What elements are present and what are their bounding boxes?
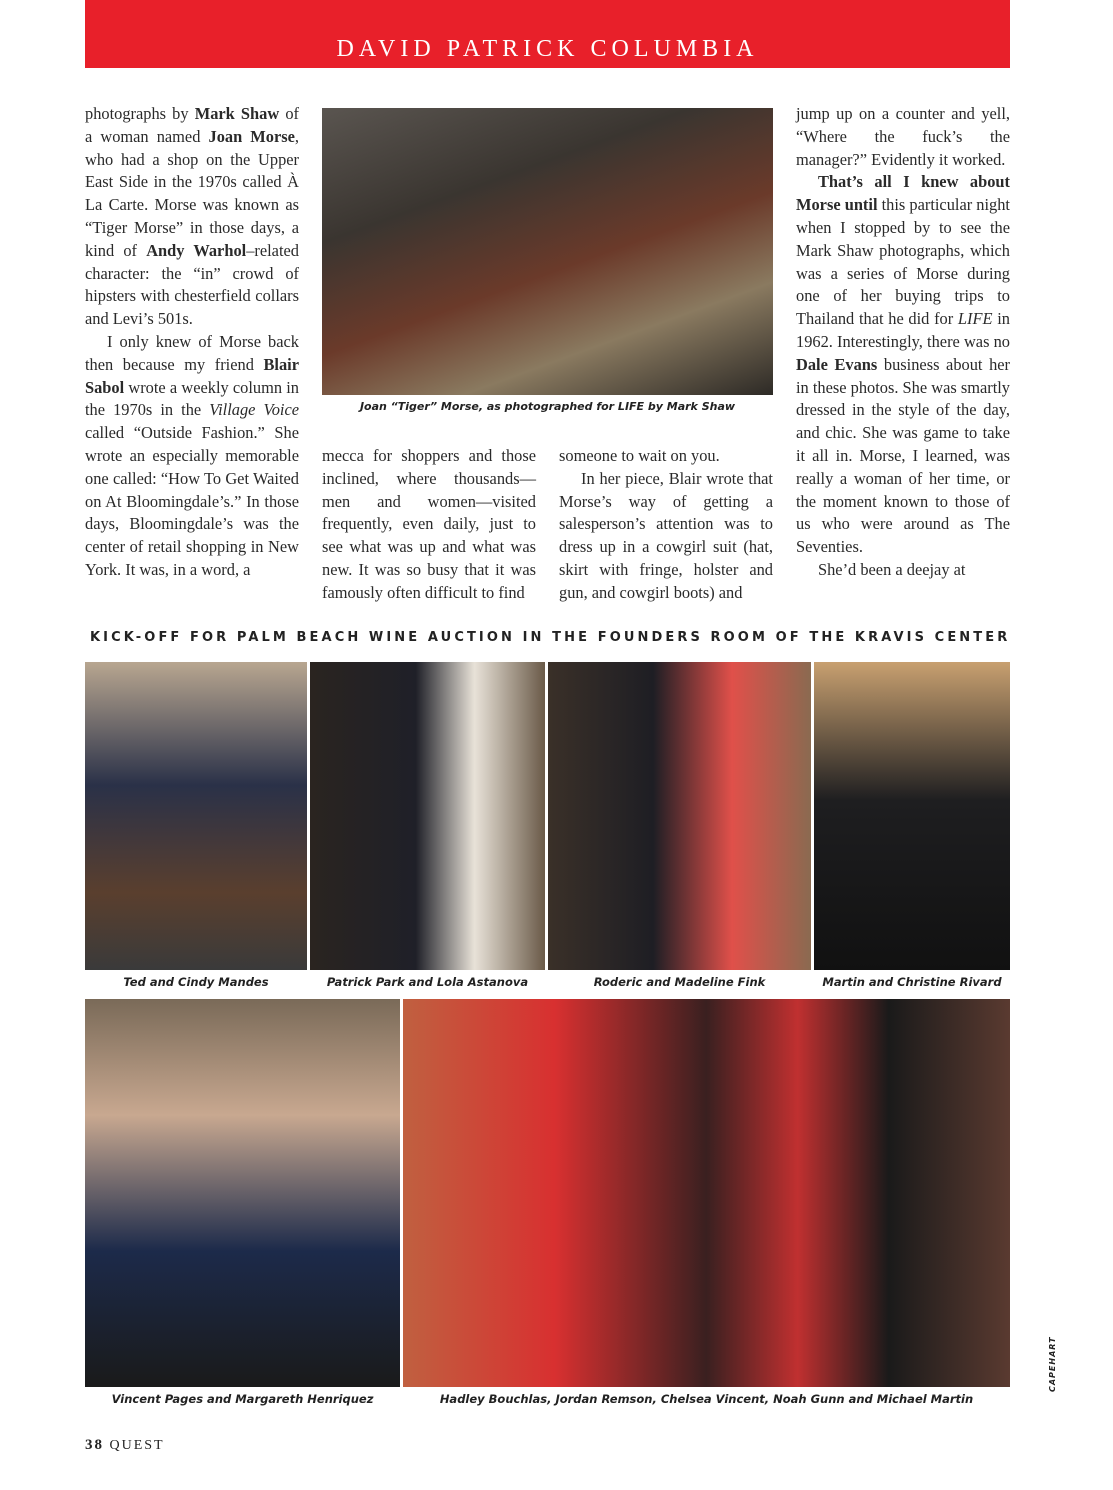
page-number: 38 bbox=[85, 1437, 104, 1453]
text-run: That’s all I knew about Morse until bbox=[796, 172, 1010, 215]
paragraph bbox=[559, 445, 773, 468]
text-run: someone to wait on you. bbox=[559, 446, 720, 465]
author-title: DAVID PATRICK COLUMBIA bbox=[336, 36, 759, 62]
text-run: this particular night when I stopped by to see the Mark Shaw photographs, which was a series of Morse during one of her buying trips to Thailand that he did for bbox=[796, 195, 1010, 329]
event-photo-4-caption: Martin and Christine Rivard bbox=[822, 975, 1002, 989]
text-run: Dale Evans bbox=[796, 354, 878, 374]
event-photo-5-caption: Vincent Pages and Margareth Henriquez bbox=[111, 1392, 374, 1406]
text-run: –related character: the “in” crowd of hipsters with chesterfield collars and Levi’s 501s. bbox=[85, 240, 299, 329]
event-photo-6 bbox=[403, 999, 1010, 1387]
paragraph bbox=[85, 331, 299, 582]
text-run: Mark Shaw bbox=[194, 104, 280, 123]
text-run: wrote a weekly column in the 1970s in the bbox=[85, 377, 299, 420]
article-column-2 bbox=[322, 445, 536, 605]
event-photo-1-caption: Ted and Cindy Mandes bbox=[123, 975, 269, 989]
text-run: of a woman named bbox=[85, 104, 299, 146]
lead-photo-caption: Joan “Tiger” Morse, as photographed for LIFE by Mark Shaw bbox=[359, 400, 736, 413]
text-run: I only knew of Morse back then because my friend bbox=[85, 331, 299, 374]
text-run: photographs by bbox=[85, 104, 195, 123]
paragraph bbox=[796, 559, 1010, 582]
text-run: jump up on a counter and yell, “Where the fuck’s the manager?” Evidently it worked. bbox=[796, 104, 1010, 169]
magazine-name: QUEST bbox=[109, 1438, 165, 1453]
paragraph bbox=[796, 103, 1010, 171]
event-photo-6-caption: Hadley Bouchlas, Jordan Remson, Chelsea Vincent, Noah Gunn and Michael Martin bbox=[439, 1392, 974, 1406]
text-run: in 1962. Interestingly, there was no bbox=[796, 309, 1010, 351]
text-run: Blair Sabol bbox=[85, 354, 299, 397]
text-run: Andy Warhol bbox=[146, 240, 247, 260]
paragraph bbox=[322, 445, 536, 605]
text-run: mecca for shoppers and those inclined, where thousands—men and women—visited frequently, even daily, just to see what was up and what was new. It was so busy that it was famously often difficult to find bbox=[322, 446, 536, 602]
text-run: , who had a shop on the Upper East Side in the 1970s called À La Carte. Morse was known as “Tiger Morse” in those days, a kind of bbox=[85, 126, 299, 260]
folio bbox=[85, 1437, 165, 1454]
event-photo-1 bbox=[85, 662, 307, 970]
event-photo-2-caption: Patrick Park and Lola Astanova bbox=[326, 975, 529, 989]
text-run: She’d been a deejay at bbox=[818, 559, 966, 579]
photo-credit: CAPEHART bbox=[1048, 1336, 1057, 1392]
article-column-3 bbox=[559, 445, 773, 605]
text-run: Joan Morse bbox=[208, 126, 295, 146]
paragraph bbox=[559, 468, 773, 605]
header-banner bbox=[85, 0, 1010, 68]
event-photo-5 bbox=[85, 999, 400, 1387]
event-photo-4 bbox=[814, 662, 1010, 970]
text-run: In her piece, Blair wrote that Morse’s way of getting a salesperson’s attention was to dress up in a cowgirl suit (hat, skirt with fringe, holster and gun, and cowgirl boots) and bbox=[559, 468, 773, 602]
section-headline: KICK-OFF FOR PALM BEACH WINE AUCTION IN THE FOUNDERS ROOM OF THE KRAVIS CENTER bbox=[90, 630, 1011, 645]
text-run: LIFE bbox=[957, 309, 993, 329]
paragraph bbox=[796, 171, 1010, 559]
text-run: business about her in these photos. She was smartly dressed in the style of the day, and chic. She was game to take it all in. Morse, I learned, was really a woman of her time, or the moment known to those of us who were around as The Seventies. bbox=[796, 354, 1011, 557]
article-column-1 bbox=[85, 103, 299, 582]
paragraph bbox=[85, 103, 299, 331]
lead-photo bbox=[322, 108, 773, 395]
text-run: called “Outside Fashion.” She wrote an especially memorable one called: “How To Get Waited on At Bloomingdale’s.” In those days, Bloomingdale’s was the center of retail shopping in New York. It was, in a word, a bbox=[85, 423, 299, 579]
event-photo-2 bbox=[310, 662, 545, 970]
event-photo-3 bbox=[548, 662, 811, 970]
article-column-4 bbox=[796, 103, 1010, 582]
event-photo-3-caption: Roderic and Madeline Fink bbox=[593, 975, 766, 989]
text-run: Village Voice bbox=[209, 400, 299, 420]
